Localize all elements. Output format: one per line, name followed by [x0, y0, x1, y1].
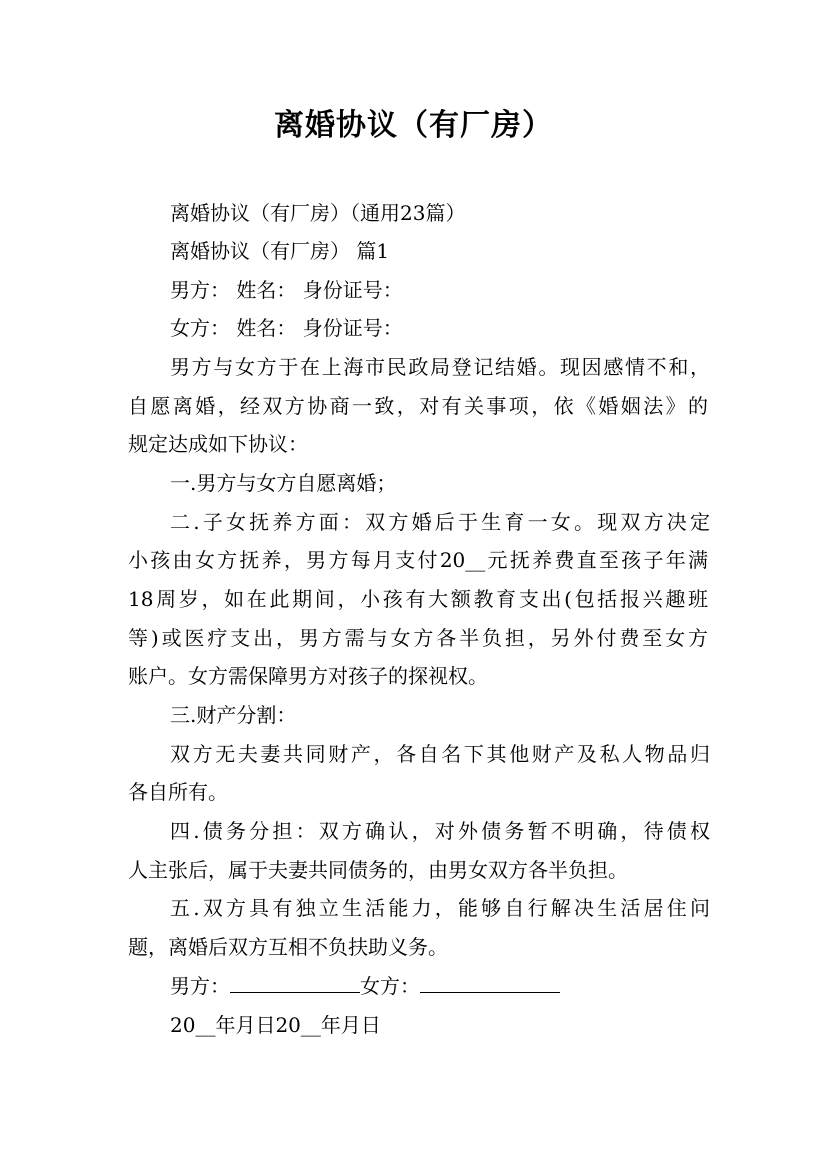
doc-line: 规定达成如下协议： [128, 432, 308, 456]
doc-line: 男方： 姓名： 身份证号： [170, 278, 403, 302]
doc-line: 离婚协议（有厂房）（通用23篇） [170, 201, 466, 225]
doc-line: 等)或医疗支出，男方需与女方各半负担，另外付费至女方 [128, 626, 708, 650]
doc-line: 一.男方与女方自愿离婚； [170, 471, 397, 495]
doc-line: 人主张后，属于夫妻共同债务的，由男女双方各半负担。 [128, 858, 628, 882]
female-signature-blank [420, 974, 560, 993]
date-line: 20__年月日20__年月日 [170, 1013, 381, 1037]
doc-line: 四.债务分担：双方确认，对外债务暂不明确，待债权 [170, 819, 710, 843]
male-signature-blank [230, 974, 360, 993]
doc-line: 双方无夫妻共同财产，各自名下其他财产及私人物品归 [170, 742, 710, 766]
signature-line [170, 972, 710, 1000]
doc-line: 小孩由女方抚养，男方每月支付20__元抚养费直至孩子年满 [128, 548, 708, 572]
document-title: 离婚协议（有厂房） [274, 108, 553, 143]
doc-line: 五.双方具有独立生活能力，能够自行解决生活居住问 [170, 896, 710, 920]
doc-line: 男方与女方于在上海市民政局登记结婚。现因感情不和， [170, 355, 710, 379]
doc-line: 女方： 姓名： 身份证号： [170, 316, 403, 340]
doc-line: 自愿离婚，经双方协商一致，对有关事项，依《婚姻法》的 [128, 394, 708, 418]
doc-line: 18周岁，如在此期间，小孩有大额教育支出(包括报兴趣班 [128, 587, 708, 611]
doc-line: 题，离婚后双方互相不负扶助义务。 [128, 935, 448, 959]
female-signature-label: 女方： [360, 974, 420, 998]
doc-line: 账户。女方需保障男方对孩子的探视权。 [128, 664, 488, 688]
male-signature-label: 男方： [170, 974, 230, 998]
doc-line: 三.财产分割： [170, 703, 297, 727]
doc-line: 各自所有。 [128, 780, 228, 804]
doc-line: 离婚协议（有厂房） 篇1 [170, 239, 390, 263]
doc-line: 二.子女抚养方面：双方婚后于生育一女。现双方决定 [170, 510, 710, 534]
